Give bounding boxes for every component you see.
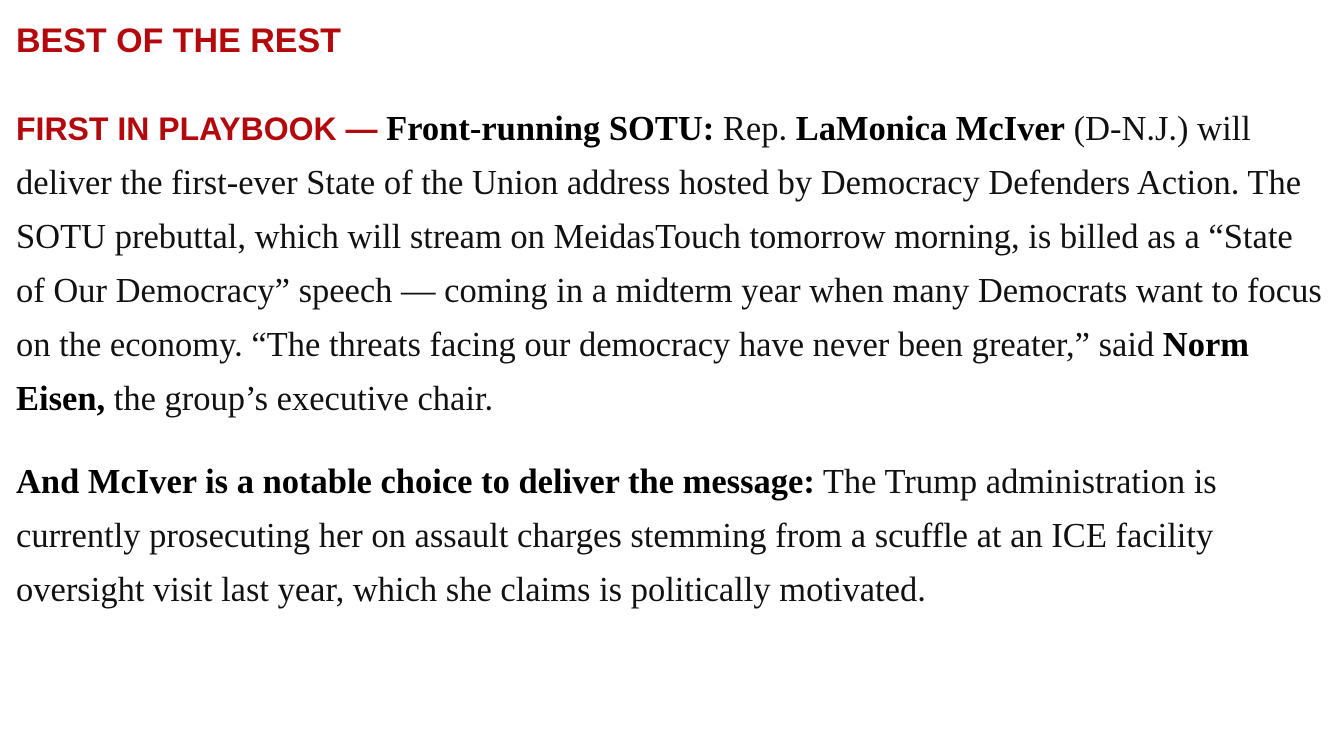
- paragraph-text: (D-N.J.) will deliver the first-ever State of the Union address hosted by Democracy Defenders Action. The SOTU prebuttal, which will stream on MeidasTouch tomorrow morning, is billed as a “State of Our Democracy” speech — coming in a midterm year when many Democrats want to focus on the economy. “The threats facing our democracy have never been greater,” said: [16, 110, 1322, 364]
- paragraph-text: the group’s executive chair.: [113, 380, 494, 418]
- paragraph-text: Rep.: [722, 110, 788, 148]
- paragraph-lead: Front-running SOTU:: [386, 110, 715, 148]
- section-heading: BEST OF THE REST: [16, 22, 341, 60]
- paragraph-mciver-choice: [16, 455, 1326, 617]
- person-name-eisen: Norm Eisen,: [16, 326, 1250, 418]
- paragraph-text: The Trump administration is currently prosecuting her on assault charges stemming from a scuffle at an ICE facility oversight visit last year, which she claims is politically motivated.: [16, 463, 1217, 609]
- first-in-playbook-tag: FIRST IN PLAYBOOK —: [16, 111, 378, 147]
- paragraph-first-in-playbook: [16, 102, 1326, 426]
- person-name-mciver: LaMonica McIver: [795, 110, 1065, 148]
- paragraph-lead: And McIver is a notable choice to deliver the message:: [16, 463, 815, 501]
